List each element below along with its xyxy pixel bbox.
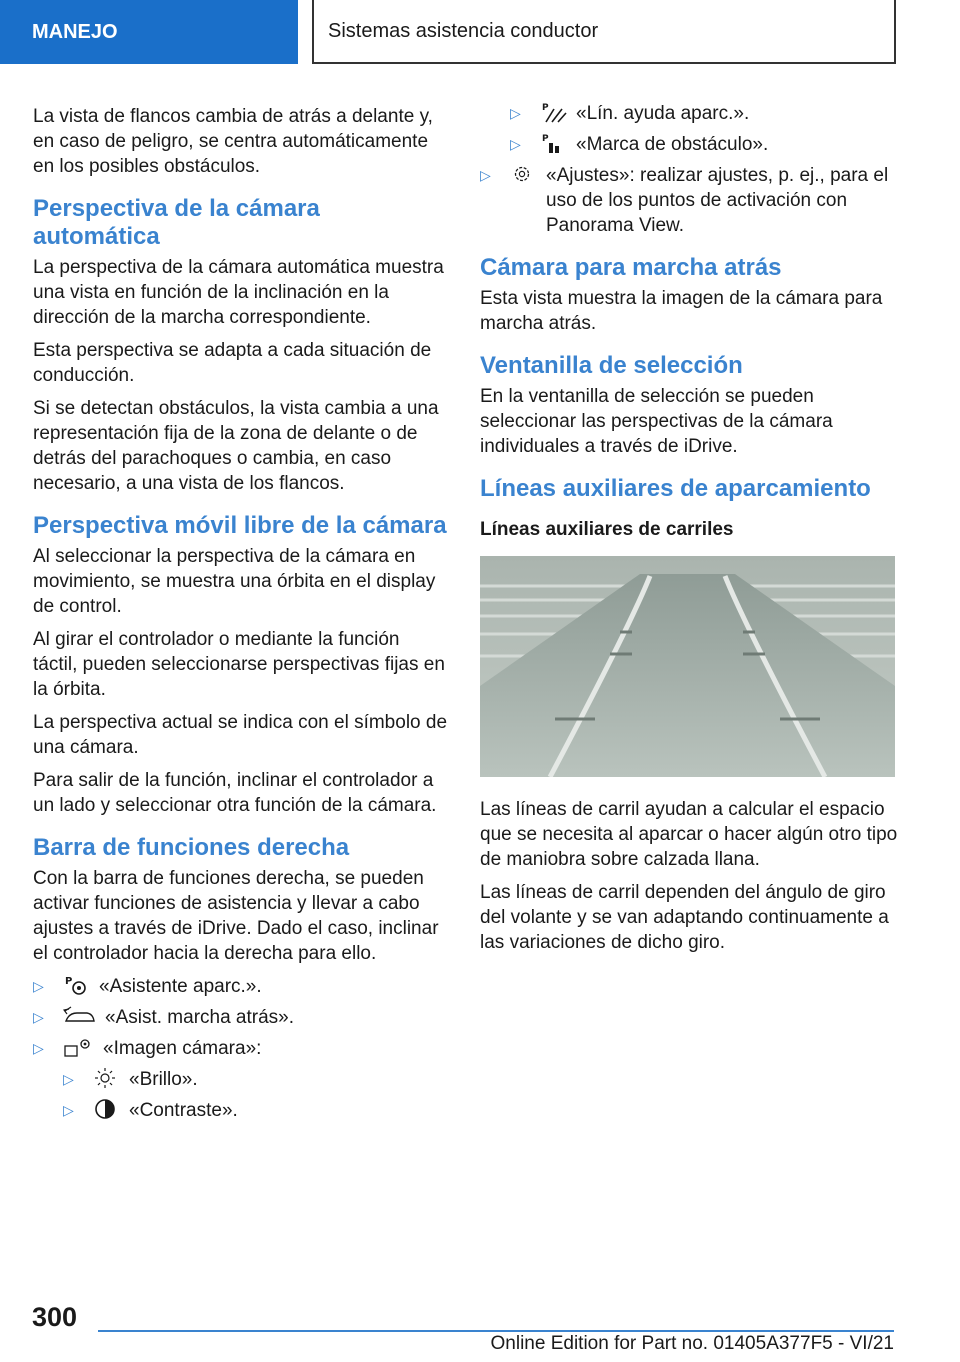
parking-lines-icon [540, 101, 568, 123]
bullet-icon: ▷ [33, 978, 44, 994]
heading-lineas-auxiliares: Líneas auxiliares de aparcamiento [480, 475, 871, 502]
item-label: «Imagen cámara»: [103, 1038, 262, 1059]
bullet-icon: ▷ [480, 167, 491, 183]
bullet-icon: ▷ [510, 105, 521, 121]
paragraph: Si se detectan obstáculos, la vista cambia a una representación fija de la zona de delante o de detrás del parachoques o cambia, en caso necesario, a una vista de los flancos. [33, 398, 439, 494]
obstacle-marker-icon [540, 132, 568, 154]
heading-camara-movil: Perspectiva móvil libre de la cámara [33, 512, 447, 539]
paragraph: Para salir de la función, inclinar el controlador a un lado y seleccionar otra función de la cámara. [33, 770, 437, 816]
item-label: «Lín. ayuda aparc.». [576, 103, 750, 124]
paragraph: En la ventanilla de selección se pueden seleccionar las perspectivas de la cámara individuales a través de iDrive. [480, 386, 833, 457]
heading-barra-funciones: Barra de funciones derecha [33, 834, 350, 861]
right-column [480, 101, 900, 963]
footer-rule [98, 1330, 894, 1332]
chapter-header [312, 0, 896, 64]
list-item [510, 132, 900, 157]
section-label: MANEJO [32, 20, 118, 43]
lane-lines-illustration [480, 556, 895, 777]
edition-note: Online Edition for Part no. 01405A377F5 - VI/21 [490, 1333, 894, 1354]
camera-sublist-continued [480, 101, 900, 157]
paragraph: Esta perspectiva se adapta a cada situación de conducción. [33, 340, 432, 386]
contrast-icon [93, 1098, 121, 1120]
bullet-icon: ▷ [33, 1009, 44, 1025]
paragraph: Esta vista muestra la imagen de la cámara para marcha atrás. [480, 288, 883, 334]
function-list [33, 974, 449, 1061]
heading-ventanilla-seleccion: Ventanilla de selección [480, 352, 743, 379]
item-label: «Asistente aparc.». [99, 976, 262, 997]
page-number: 300 [32, 1302, 78, 1332]
paragraph: Las líneas de carril dependen del ángulo de giro del volante y se van adaptando continuamente a las variaciones de dicho giro. [480, 882, 889, 953]
paragraph: La perspectiva actual se indica con el símbolo de una cámara. [33, 712, 448, 758]
paragraph: Al seleccionar la perspectiva de la cámara en movimiento, se muestra una órbita en el display de control. [33, 546, 436, 617]
item-label: «Ajustes»: realizar ajustes, p. ej., para el uso de los puntos de activación con Panorama View. [546, 165, 889, 236]
reverse-assistant-icon [63, 1005, 97, 1027]
list-item [33, 1005, 449, 1030]
list-item [33, 1036, 449, 1061]
camera-image-icon [63, 1036, 95, 1058]
bullet-icon: ▷ [33, 1040, 44, 1056]
paragraph: La perspectiva de la cámara automática muestra una vista en función de la inclinación en la dirección de la marcha correspondiente. [33, 257, 444, 328]
bullet-icon: ▷ [63, 1071, 74, 1087]
list-item [63, 1098, 449, 1123]
item-label: «Contraste». [129, 1100, 238, 1121]
paragraph: Las líneas de carril ayudan a calcular el espacio que se necesita al aparcar o hacer algún otro tipo de maniobra sobre calzada llana. [480, 799, 898, 870]
list-item [33, 974, 449, 999]
list-item [480, 163, 900, 238]
section-tab [0, 0, 298, 64]
bullet-icon: ▷ [63, 1102, 74, 1118]
item-label: «Asist. marcha atrás». [105, 1007, 295, 1028]
parking-assistant-icon [63, 974, 91, 996]
settings-gear-icon [510, 163, 538, 185]
svg-text:P: P [542, 103, 549, 113]
item-label: «Marca de obstáculo». [576, 134, 769, 155]
list-item [63, 1067, 449, 1092]
svg-text:P: P [65, 976, 73, 987]
paragraph: Con la barra de funciones derecha, se pueden activar funciones de asistencia y llevar a cabo ajustes a través de iDrive. Dado el caso, inclinar el controlador hacia la derecha para ello. [33, 868, 439, 964]
left-column [33, 104, 449, 1129]
chapter-title: Sistemas asistencia conductor [328, 19, 599, 42]
list-item [510, 101, 900, 126]
item-label: «Brillo». [129, 1069, 198, 1090]
subheading-lineas-carriles: Líneas auxiliares de carriles [480, 519, 734, 540]
paragraph: Al girar el controlador o mediante la función táctil, pueden seleccionarse perspectivas fijas en la órbita. [33, 629, 445, 700]
camera-sublist [33, 1067, 449, 1123]
bullet-icon: ▷ [510, 136, 521, 152]
svg-text:P: P [542, 134, 549, 144]
heading-camara-marcha-atras: Cámara para marcha atrás [480, 254, 782, 281]
brightness-icon [93, 1067, 121, 1089]
paragraph: La vista de flancos cambia de atrás a delante y, en caso de peligro, se centra automáticamente en los posibles obstáculos. [33, 106, 433, 177]
settings-list [480, 163, 900, 238]
heading-camara-automatica: Perspectiva de la cámara automática [33, 195, 320, 250]
